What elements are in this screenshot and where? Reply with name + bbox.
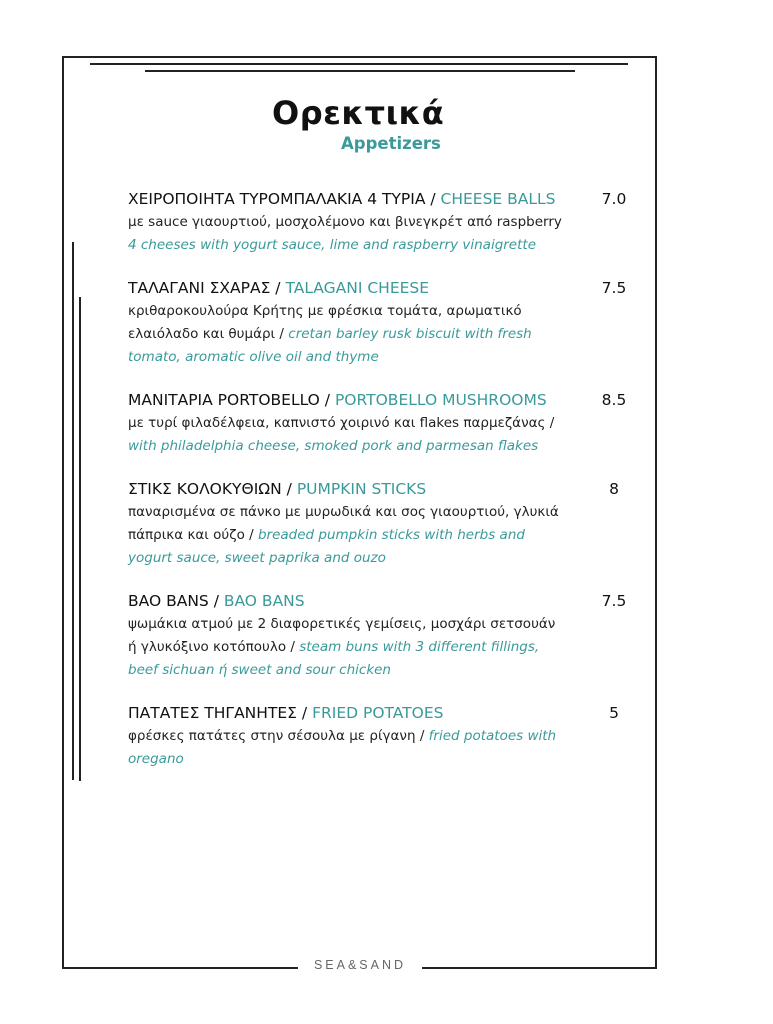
menu-item bbox=[128, 590, 638, 682]
frame-right-border bbox=[655, 56, 657, 969]
item-description-separator: / bbox=[244, 527, 258, 543]
item-description bbox=[128, 300, 568, 369]
menu-item bbox=[128, 702, 638, 771]
item-name-english: FRIED POTATOES bbox=[312, 704, 444, 722]
item-name-english: BAO BANS bbox=[223, 592, 305, 610]
item-price: 8 bbox=[609, 480, 619, 498]
header-rule-top bbox=[90, 63, 628, 65]
item-description-greek: παναρισμένα σε πάνκο με μυρωδικά και σος γιαουρτιού, γλυκιά πάπρικα και ούζο bbox=[128, 504, 559, 543]
item-description-greek: με sauce γιαουρτιού, μοσχολέμονο και βινεγκρέτ από raspberry bbox=[128, 214, 562, 230]
brand-logo-text: SEA&SAND bbox=[313, 958, 407, 972]
item-name-separator: / bbox=[319, 391, 335, 409]
item-description-separator: / bbox=[545, 415, 555, 431]
item-name-greek: ΤΑΛΑΓΑΝΙ ΣΧΑΡΑΣ bbox=[128, 279, 271, 297]
item-name bbox=[128, 188, 588, 210]
item-name bbox=[128, 478, 588, 500]
header-rule-bottom bbox=[145, 70, 575, 72]
menu-item bbox=[128, 188, 638, 257]
item-description bbox=[128, 725, 568, 771]
item-price: 7.5 bbox=[601, 592, 627, 610]
item-description bbox=[128, 613, 568, 682]
item-price: 8.5 bbox=[601, 391, 627, 409]
item-description-english: 4 cheeses with yogurt sauce, lime and raspberry vinaigrette bbox=[128, 237, 537, 253]
menu-item bbox=[128, 478, 638, 570]
item-name-greek: ΜΑΝΙΤΑΡΙΑ PORTOBELLO bbox=[128, 391, 320, 409]
item-description-greek: με τυρί φιλαδέλφεια, καπνιστό χοιρινό και flakes παρμεζάνας bbox=[128, 415, 546, 431]
item-description-separator: / bbox=[275, 326, 289, 342]
item-description bbox=[128, 412, 568, 458]
item-description-greek: ψωμάκια ατμού με 2 διαφορετικές γεμίσεις, μοσχάρι σετσουάν ή γλυκόξινο κοτόπουλο bbox=[128, 616, 556, 655]
item-name-english: CHEESE BALLS bbox=[440, 190, 556, 208]
item-price: 5 bbox=[609, 704, 619, 722]
frame-top-border bbox=[62, 56, 657, 58]
item-description bbox=[128, 501, 568, 570]
item-description-english: steam buns with 3 different fillings, beef sichuan ή sweet and sour chicken bbox=[128, 639, 540, 678]
menu-items-list bbox=[128, 188, 638, 791]
item-name-greek: ΠΑΤΑΤΕΣ ΤΗΓΑΝΗΤΕΣ bbox=[128, 704, 297, 722]
item-name bbox=[128, 590, 588, 612]
item-name-separator: / bbox=[281, 480, 297, 498]
item-name-separator: / bbox=[270, 279, 286, 297]
page-title: Ορεκτικά bbox=[272, 94, 445, 132]
item-description-english: breaded pumpkin sticks with herbs and yogurt sauce, sweet paprika and ouzo bbox=[128, 527, 525, 566]
item-name-english: PORTOBELLO MUSHROOMS bbox=[334, 391, 547, 409]
side-bar-outer bbox=[72, 242, 74, 780]
item-description bbox=[128, 211, 568, 257]
item-price: 7.5 bbox=[601, 279, 627, 297]
item-description-english: with philadelphia cheese, smoked pork and parmesan flakes bbox=[128, 438, 539, 454]
item-name-separator: / bbox=[425, 190, 441, 208]
page-subtitle: Appetizers bbox=[341, 134, 441, 153]
item-name-greek: BAO BANS bbox=[128, 592, 209, 610]
item-name bbox=[128, 389, 588, 411]
item-name-greek: ΧΕΙΡΟΠΟΙΗΤΑ ΤΥΡΟΜΠΑΛΑΚΙΑ 4 ΤΥΡΙΑ bbox=[128, 190, 426, 208]
item-description-separator: / bbox=[286, 639, 300, 655]
item-description-english: cretan barley rusk biscuit with fresh tomato, aromatic olive oil and thyme bbox=[128, 326, 532, 365]
item-price: 7.0 bbox=[601, 190, 627, 208]
item-name-english: TALAGANI CHEESE bbox=[285, 279, 430, 297]
item-description-english: fried potatoes with oregano bbox=[128, 728, 557, 767]
menu-item bbox=[128, 389, 638, 458]
item-description-separator: / bbox=[415, 728, 429, 744]
item-name bbox=[128, 277, 588, 299]
menu-item bbox=[128, 277, 638, 369]
item-description-greek: κριθαροκουλούρα Κρήτης με φρέσκια τομάτα, αρωματικό ελαιόλαδο και θυμάρι bbox=[128, 303, 522, 342]
item-name bbox=[128, 702, 588, 724]
item-name-separator: / bbox=[296, 704, 313, 722]
item-name-separator: / bbox=[208, 592, 224, 610]
frame-left-border bbox=[62, 56, 64, 969]
frame-bottom-border-left bbox=[62, 967, 298, 969]
item-name-english: PUMPKIN STICKS bbox=[296, 480, 427, 498]
frame-bottom-border-right bbox=[422, 967, 657, 969]
side-bar-inner bbox=[79, 297, 81, 781]
item-name-greek: ΣΤΙΚΣ ΚΟΛΟΚΥΘΙΩΝ bbox=[128, 480, 282, 498]
item-description-greek: φρέσκες πατάτες στην σέσουλα με ρίγανη bbox=[128, 728, 416, 744]
